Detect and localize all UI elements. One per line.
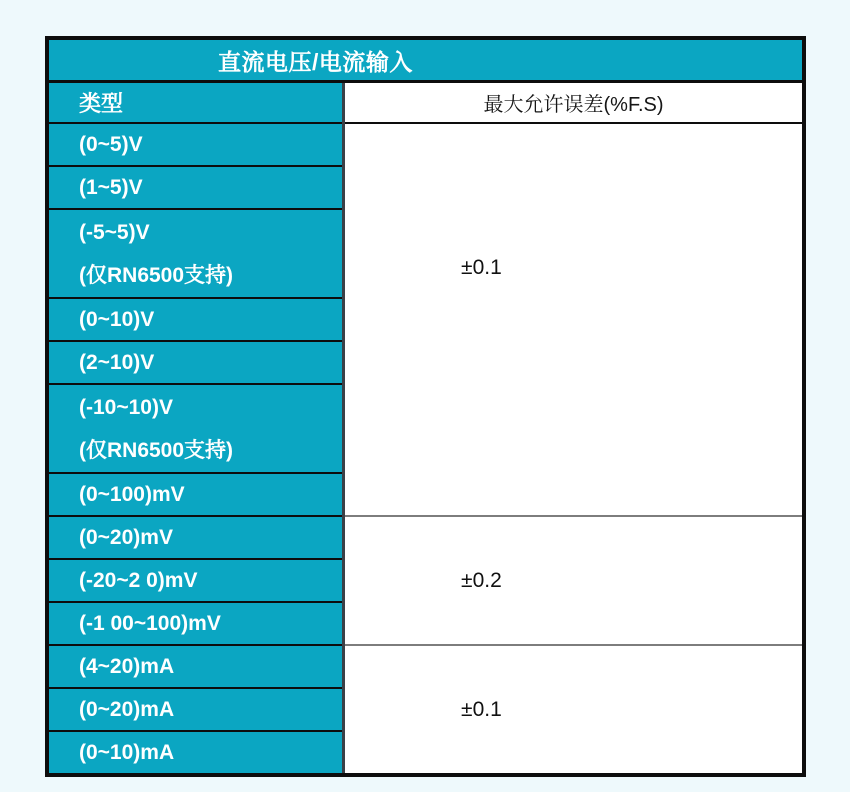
spec-table (45, 36, 806, 777)
type-cell (47, 731, 344, 775)
table-row (47, 123, 804, 166)
spec-table-container (45, 36, 806, 777)
type-label: (0~20)mV (79, 526, 173, 549)
error-value: ±0.1 (461, 697, 502, 721)
table-title-row (47, 38, 804, 82)
type-label: (-1 00~100)mV (79, 612, 221, 635)
type-label: (2~10)V (79, 351, 155, 374)
type-label: (0~10)V (79, 308, 155, 331)
column-header-error: 最大允许误差(%F.S) (344, 82, 804, 124)
type-cell (47, 559, 344, 602)
type-cell (47, 473, 344, 516)
type-label: (-10~10)V (79, 395, 173, 419)
column-header-type: 类型 (47, 82, 344, 124)
type-cell (47, 298, 344, 341)
error-value: ±0.1 (461, 256, 502, 279)
type-label: (4~20)mA (79, 655, 175, 678)
table-header-row (47, 82, 804, 124)
type-label: (1~5)V (79, 176, 143, 199)
type-label-note: (仅RN6500支持) (79, 263, 234, 287)
type-label: (0~100)mV (79, 483, 185, 506)
type-cell (47, 602, 344, 645)
type-label: (0~10)mA (79, 741, 175, 764)
type-label: (-20~2 0)mV (79, 569, 198, 592)
type-cell (47, 688, 344, 731)
table-row (47, 516, 804, 559)
error-cell (344, 516, 804, 645)
error-value: ±0.2 (461, 568, 502, 592)
type-label-note: (仅RN6500支持) (79, 438, 234, 462)
type-label: (0~20)mA (79, 698, 175, 721)
type-label: (0~5)V (79, 133, 143, 156)
type-cell (47, 384, 344, 473)
table-row (47, 645, 804, 688)
type-cell (47, 166, 344, 209)
table-title: 直流电压/电流输入 (47, 38, 804, 82)
type-cell (47, 341, 344, 384)
type-label: (-5~5)V (79, 220, 150, 244)
type-cell (47, 209, 344, 298)
type-cell (47, 123, 344, 166)
type-cell (47, 516, 344, 559)
error-cell (344, 123, 804, 516)
error-cell (344, 645, 804, 775)
type-cell (47, 645, 344, 688)
